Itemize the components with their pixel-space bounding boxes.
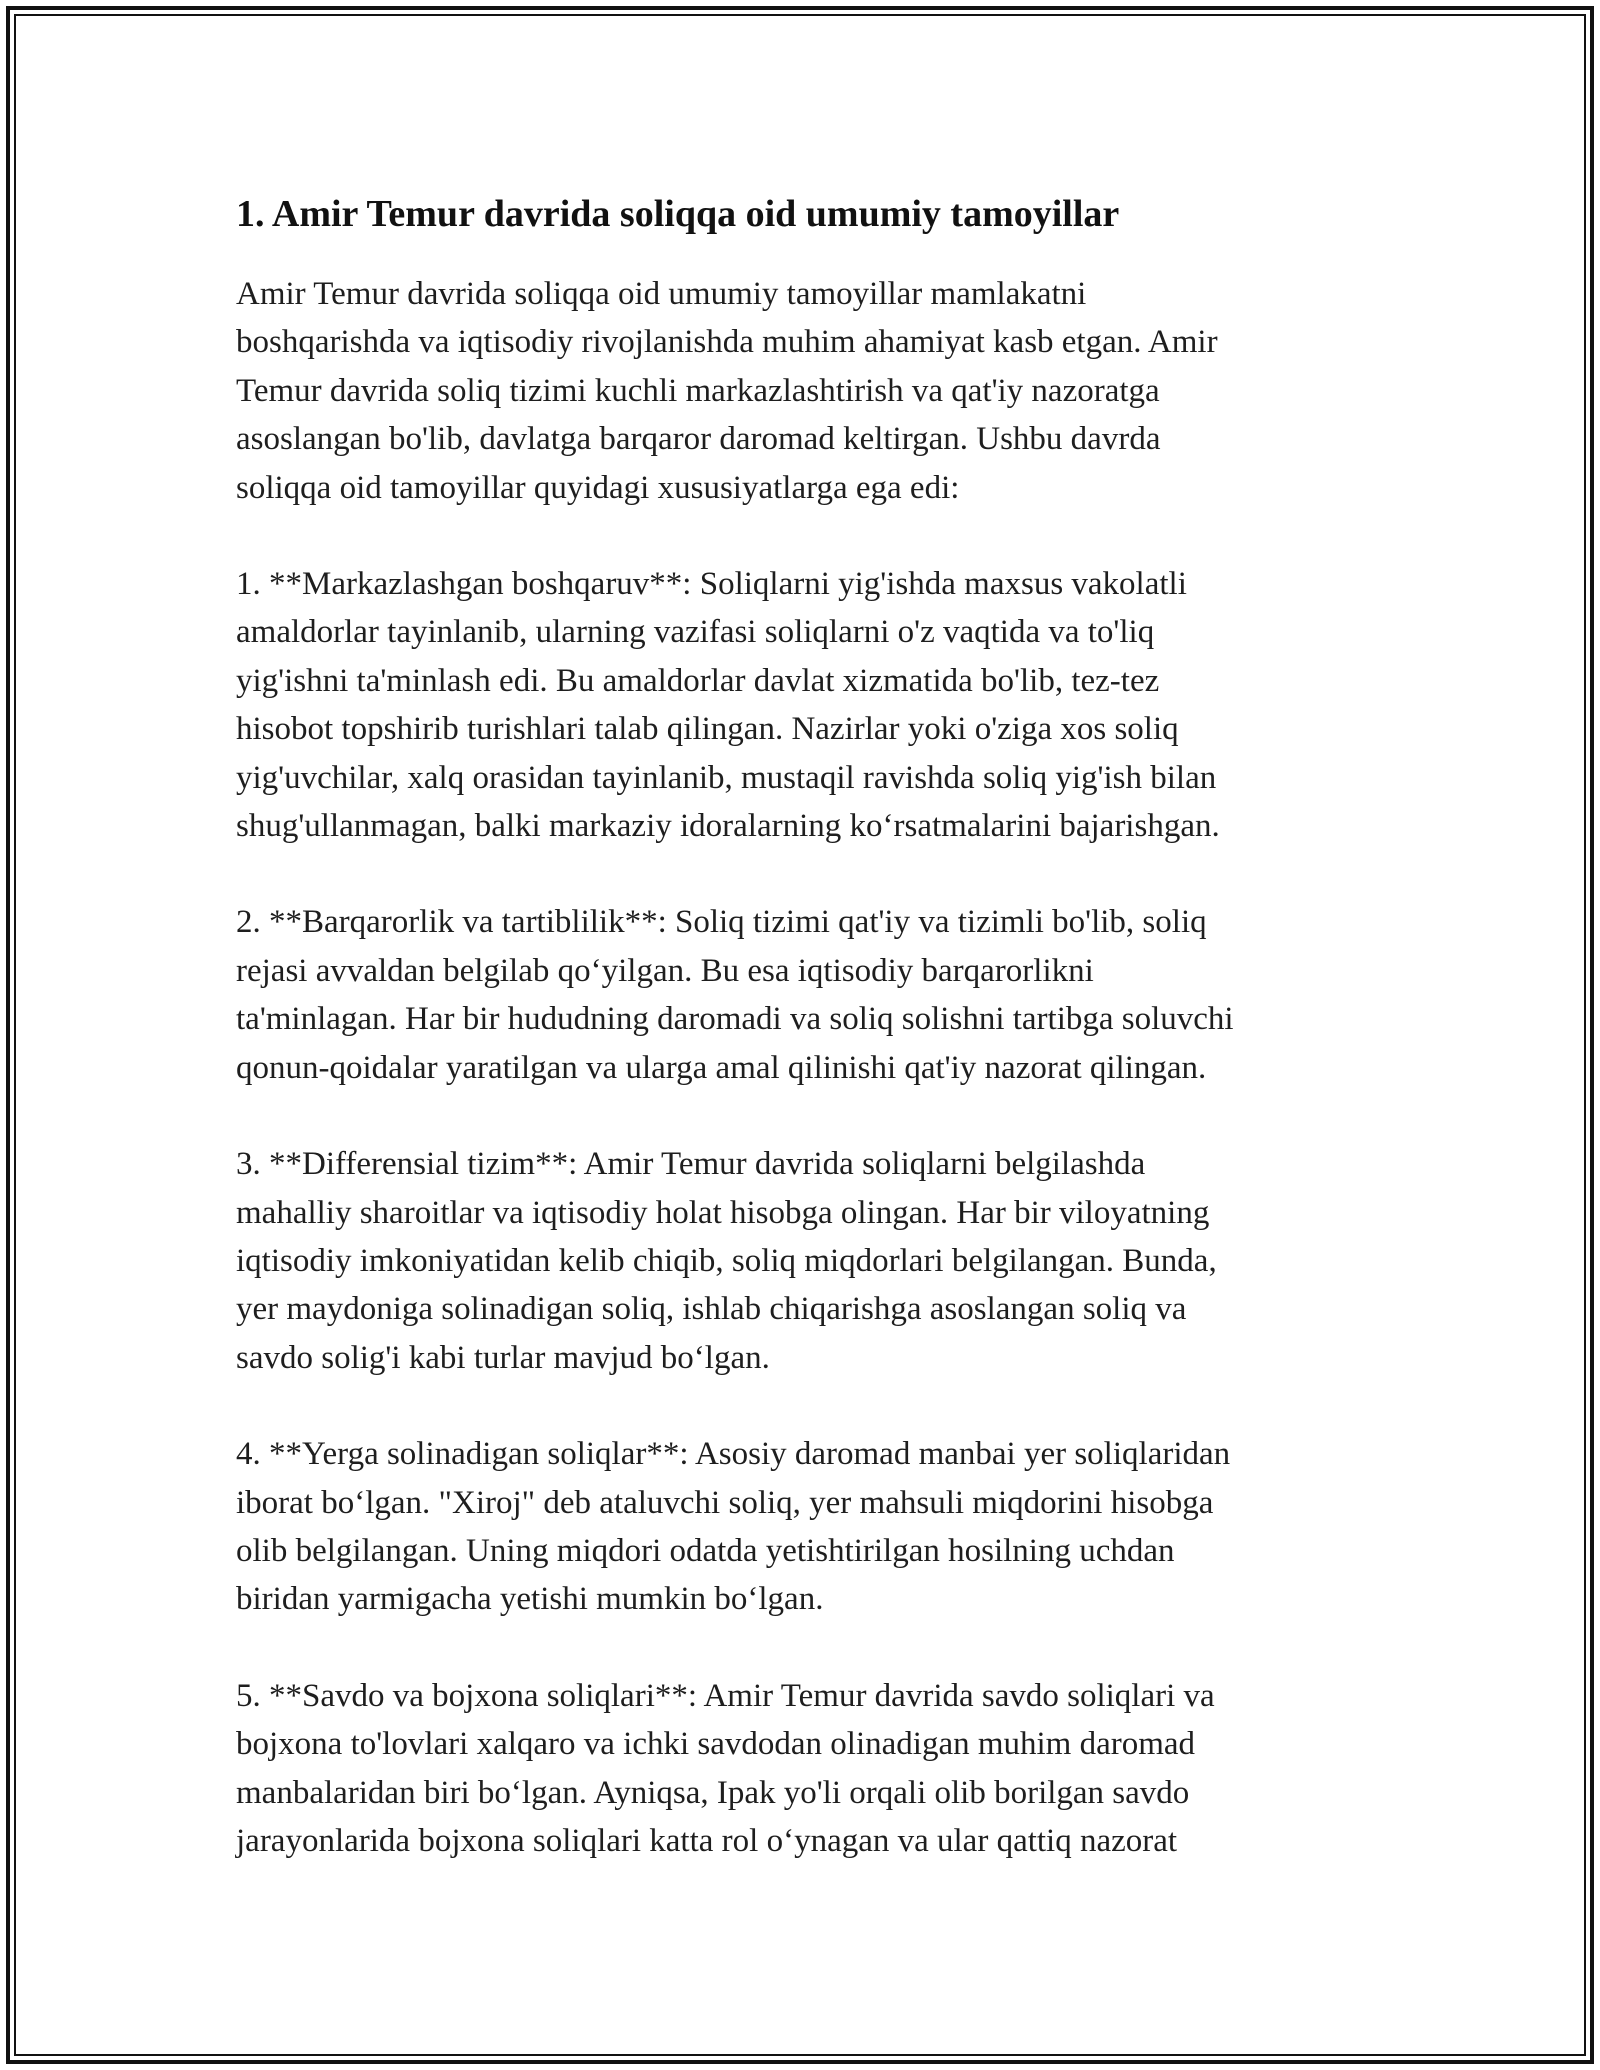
principle-2-paragraph: 2. **Barqarorlik va tartiblilik**: Soliq tizimi qat'iy va tizimli bo'lib, soliq rejasi avvaldan belgilab qo‘yilgan. Bu esa iqtisodiy barqarorlikni ta'minlagan. Har bir hududning daromadi va soliq solishni tartibga soluvchi qonun-qoidalar yaratilgan va ularga amal qilinishi qat'iy nazorat qilingan. bbox=[236, 904, 1234, 1086]
document-body bbox=[236, 184, 1376, 1913]
principle-5-paragraph: 5. **Savdo va bojxona soliqlari**: Amir Temur davrida savdo soliqlari va bojxona to'lovlari xalqaro va ichki savdodan olinadigan muhim daromad manbalaridan biri bo‘lgan. Ayniqsa, Ipak yo'li orqali olib borilgan savdo jarayonlarida bojxona soliqlari katta rol o‘ynagan va ular qattiq nazorat bbox=[236, 1677, 1215, 1859]
section-heading: 1. Amir Temur davrida soliqqa oid umumiy tamoyillar bbox=[236, 193, 1120, 235]
principle-3-paragraph: 3. **Differensial tizim**: Amir Temur davrida soliqlarni belgilashda mahalliy sharoitlar va iqtisodiy holat hisobga olingan. Har bir viloyatning iqtisodiy imkoniyatidan kelib chiqib, soliq miqdorlari belgilangan. Bunda, yer maydoniga solinadigan soliq, ishlab chiqarishga asoslangan soliq va savdo solig'i kabi turlar mavjud bo‘lgan. bbox=[236, 1146, 1217, 1376]
principle-1-paragraph: 1. **Markazlashgan boshqaruv**: Soliqlarni yig'ishda maxsus vakolatli amaldorlar tayinlanib, ularning vazifasi soliqlarni o'z vaqtida va to'liq yig'ishni ta'minlash edi. Bu amaldorlar davlat xizmatida bo'lib, tez-tez hisobot topshirib turishlari talab qilingan. Nazirlar yoki o'ziga xos soliq yig'uvchilar, xalq orasidan tayinlanib, mustaqil ravishda soliq yig'ish bilan shug'ullanmagan, balki markaziy idoralarning ko‘rsatmalarini bajarishgan. bbox=[236, 566, 1220, 845]
intro-paragraph: Amir Temur davrida soliqqa oid umumiy tamoyillar mamlakatni boshqarishda va iqtisodiy rivojlanishda muhim ahamiyat kasb etgan. Amir Temur davrida soliq tizimi kuchli markazlashtirish va qat'iy nazoratga asoslangan bo'lib, davlatga barqaror daromad keltirgan. Ushbu davrda soliqqa oid tamoyillar quyidagi xususiyatlarga ega edi: bbox=[236, 276, 1218, 506]
principle-4-paragraph: 4. **Yerga solinadigan soliqlar**: Asosiy daromad manbai yer soliqlaridan iborat bo‘lgan. "Xiroj" deb ataluvchi soliq, yer mahsuli miqdorini hisobga olib belgilangan. Uning miqdori odatda yetishtirilgan hosilning uchdan biridan yarmigacha yetishi mumkin bo‘lgan. bbox=[236, 1436, 1231, 1618]
